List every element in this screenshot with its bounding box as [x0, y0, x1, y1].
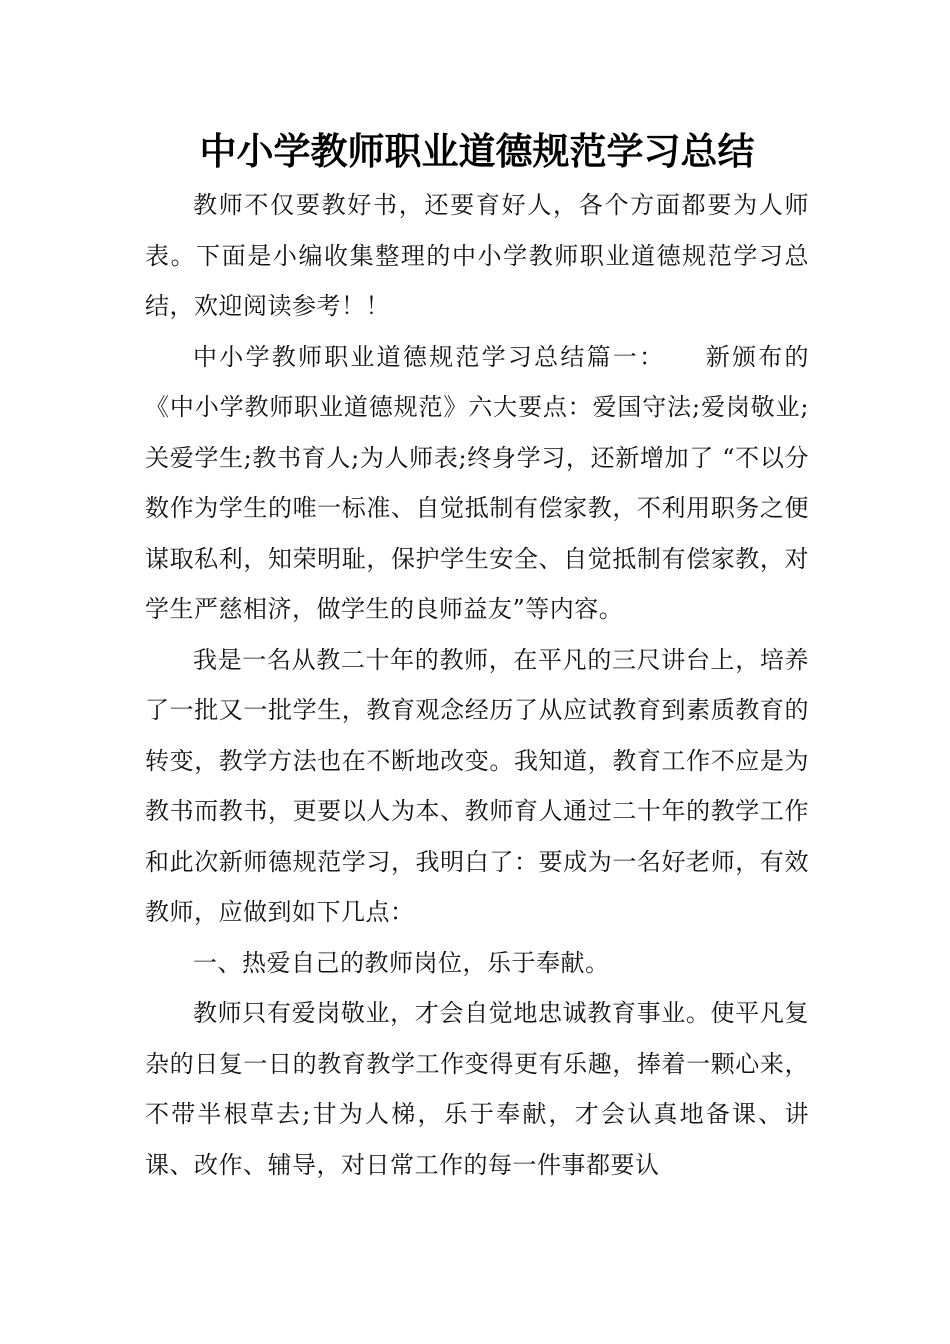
- paragraph-part-one: 中小学教师职业道德规范学习总结篇一： 新颁布的《中小学教师职业道德规范》六大要点：爱国守法;爱岗敬业;关爱学生;教书育人;为人师表;终身学习，还新增加了 “不以分数作为学生的唯一标准、自觉抵制有偿家教，不利用职务之便谋取私利，知荣明耻，保护学生安全、自觉抵制有偿家教，对学生严慈相济，做学生的良师益友”等内容。: [145, 342, 809, 623]
- document-title: 中小学教师职业道德规范学习总结: [199, 130, 755, 173]
- paragraph-point-one-body: 教师只有爱岗敬业，才会自觉地忠诚教育事业。使平凡复杂的日复一日的教育教学工作变得更有乐趣，捧着一颗心来，不带半根草去;甘为人梯，乐于奉献，才会认真地备课、讲课、改作、辅导，对日常工作的每一件事都要认: [145, 999, 809, 1179]
- paragraph-heading-point-one: 一、热爱自己的教师岗位，乐于奉献。: [193, 948, 610, 977]
- paragraph-personal-experience: 我是一名从教二十年的教师，在平凡的三尺讲台上，培养了一批又一批学生，教育观念经历了从应试教育到素质教育的转变，教学方法也在不断地改变。我知道，教育工作不应是为教书而教书，更要以人为本、教师育人通过二十年的教学工作和此次新师德规范学习，我明白了：要成为一名好老师，有效教师，应做到如下几点：: [145, 645, 809, 926]
- document-body: [145, 124, 809, 1190]
- paragraph-intro: 教师不仅要教好书，还要育好人，各个方面都要为人师表。下面是小编收集整理的中小学教师职业道德规范学习总结，欢迎阅读参考！！: [145, 191, 809, 320]
